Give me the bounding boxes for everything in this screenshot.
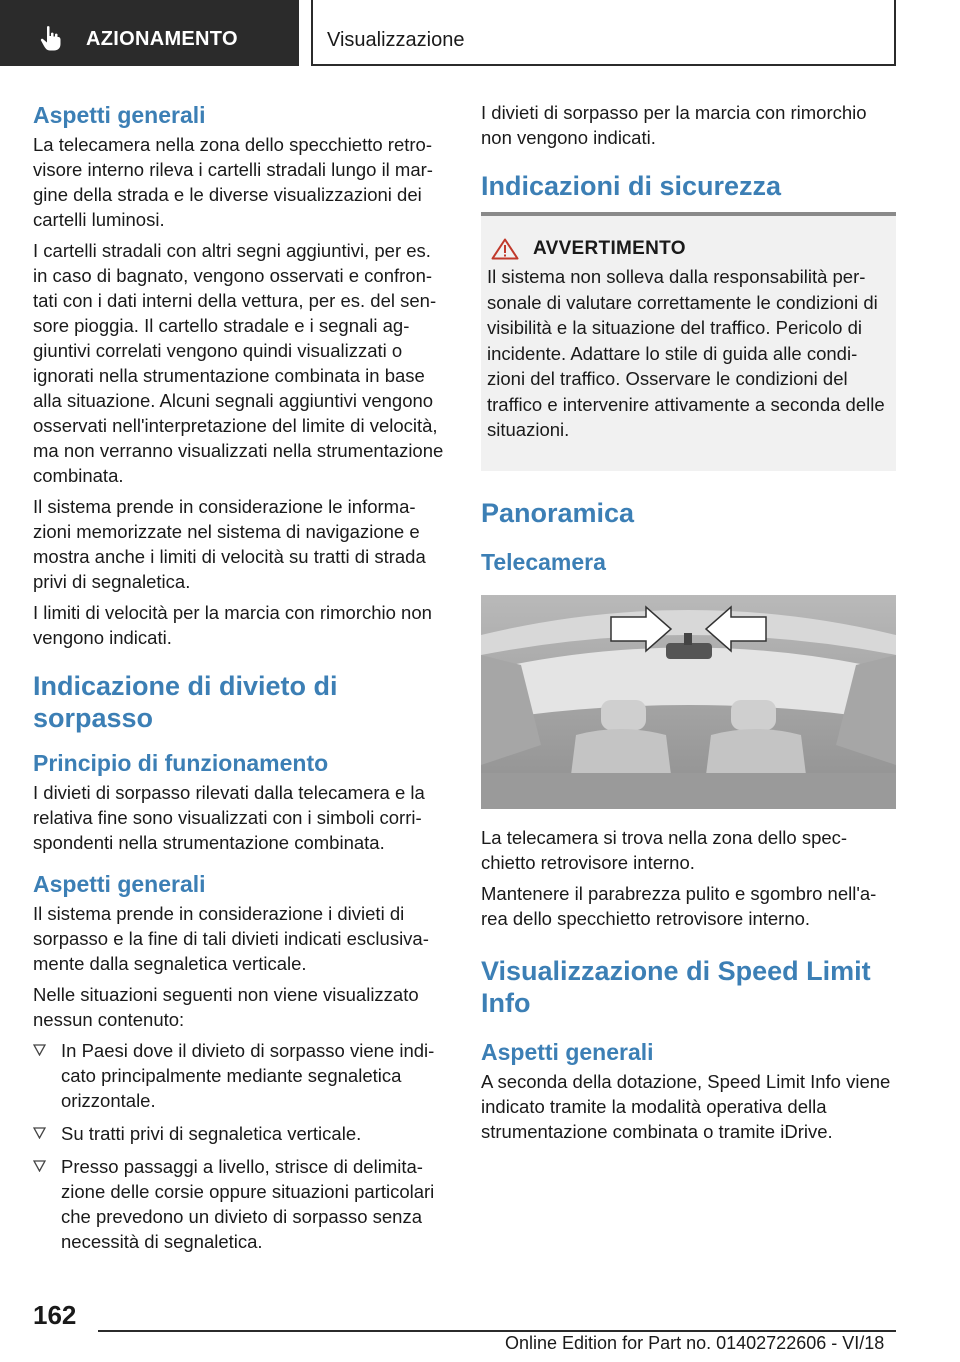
- list-item: In Paesi dove il divieto di sorpasso viene indi-cato principalmente mediante segnaletica orizzontale.: [33, 1038, 448, 1113]
- hand-pointer-icon: [40, 25, 62, 51]
- warning-title: AVVERTIMENTO: [533, 238, 686, 259]
- chapter-label: Visualizzazione: [327, 29, 465, 51]
- paragraph: I cartelli stradali con altri segni aggiuntivi, per es. in caso di bagnato, vengono osservati e confron-tati con i dati interni della vettura, per es. del sen-sore pioggia. Il cartello stradale e i segnali ag-giuntivi correlati vengono quindi visualizzati o ignorati nella strumentazione combinata in base alla situazione. Alcuni segnali aggiuntivi vengono osservati nell'interpretazione del limite di velocità, ma non verranno visualizzati nella strumentazione combinata.: [33, 240, 444, 486]
- heading-speed-limit-info: Visualizzazione di Speed Limit Info: [481, 955, 871, 1018]
- heading-divieto-sorpasso: Indicazione di divieto di sorpasso: [33, 671, 338, 733]
- heading-indicazioni-sicurezza: Indicazioni di sicurezza: [481, 171, 782, 201]
- page-number: 162: [33, 1300, 77, 1330]
- heading-aspetti-generali-2: Aspetti generali: [33, 871, 206, 897]
- paragraph: I limiti di velocità per la marcia con rimorchio non vengono indicati.: [33, 602, 432, 648]
- list-item: Su tratti privi di segnaletica verticale.: [33, 1121, 448, 1146]
- list-item: Presso passaggi a livello, strisce di delimita-zione delle corsie oppure situazioni particolari che prevedono un divieto di sorpasso senza necessità di segnaletica.: [33, 1154, 448, 1254]
- warning-text: Il sistema non solleva dalla responsabilità per-sonale di valutare correttamente le condizioni di visibilità e la situazione del traffico. Pericolo di incidente. Adattare lo stile di guida alle condi-zioni del traffico. Osservare le condizioni del traffico e intervenire attivamente a seconda delle situazioni.: [487, 266, 885, 440]
- paragraph: La telecamera si trova nella zona dello spec-chietto retrovisore interno.: [481, 826, 848, 873]
- heading-aspetti-generali-1: Aspetti generali: [33, 102, 206, 128]
- paragraph: A seconda della dotazione, Speed Limit Info viene indicato tramite la modalità operativa della strumentazione combinata o tramite iDrive.: [481, 1070, 891, 1142]
- paragraph: I divieti di sorpasso rilevati dalla telecamera e la relativa fine sono visualizzati con i simboli corri-spondenti nella strumentazione combinata.: [33, 782, 425, 853]
- paragraph: Il sistema prende in considerazione le informa-zioni memorizzate nel sistema di navigazione e mostra anche i limiti di velocità su tratti di strada privi di segnaletica.: [33, 496, 426, 592]
- paragraph: Il sistema prende in considerazione i divieti di sorpasso e la fine di tali divieti indicati esclusiva-mente dalla segnaletica verticale.: [33, 903, 429, 974]
- footer-edition: Online Edition for Part no. 01402722606 - VI/18: [505, 1333, 885, 1353]
- triangle-bullet-icon: [33, 1044, 46, 1056]
- chapter-box: [311, 0, 896, 66]
- heading-panoramica: Panoramica: [481, 497, 635, 528]
- section-label: AZIONAMENTO: [86, 28, 238, 50]
- left-column: [33, 100, 448, 1262]
- heading-telecamera: Telecamera: [481, 548, 606, 575]
- heading-aspetti-generali-3: Aspetti generali: [481, 1038, 654, 1065]
- paragraph: Mantenere il parabrezza pulito e sgombro nell'a-rea dello specchietto retrovisore interno.: [481, 882, 877, 929]
- warning-triangle-icon: [491, 238, 519, 260]
- heading-principio: Principio di funzionamento: [33, 750, 329, 776]
- paragraph: I divieti di sorpasso per la marcia con rimorchio non vengono indicati.: [481, 102, 867, 148]
- triangle-bullet-icon: [33, 1127, 46, 1139]
- triangle-bullet-icon: [33, 1160, 46, 1172]
- warning-header: [487, 238, 888, 260]
- right-column: [481, 100, 896, 1150]
- section-tab: [0, 0, 299, 66]
- camera-location-image: [481, 595, 896, 809]
- footer-divider: [98, 1330, 896, 1332]
- paragraph: Nelle situazioni seguenti non viene visualizzato nessun contenuto:: [33, 984, 419, 1030]
- paragraph: La telecamera nella zona dello specchietto retro-visore interno rileva i cartelli stradali lungo il mar-gine della strada e le diverse visualizzazioni dei cartelli luminosi.: [33, 134, 433, 230]
- warning-box: [481, 212, 896, 471]
- page-header: [0, 0, 960, 66]
- bullet-list: [33, 1038, 448, 1254]
